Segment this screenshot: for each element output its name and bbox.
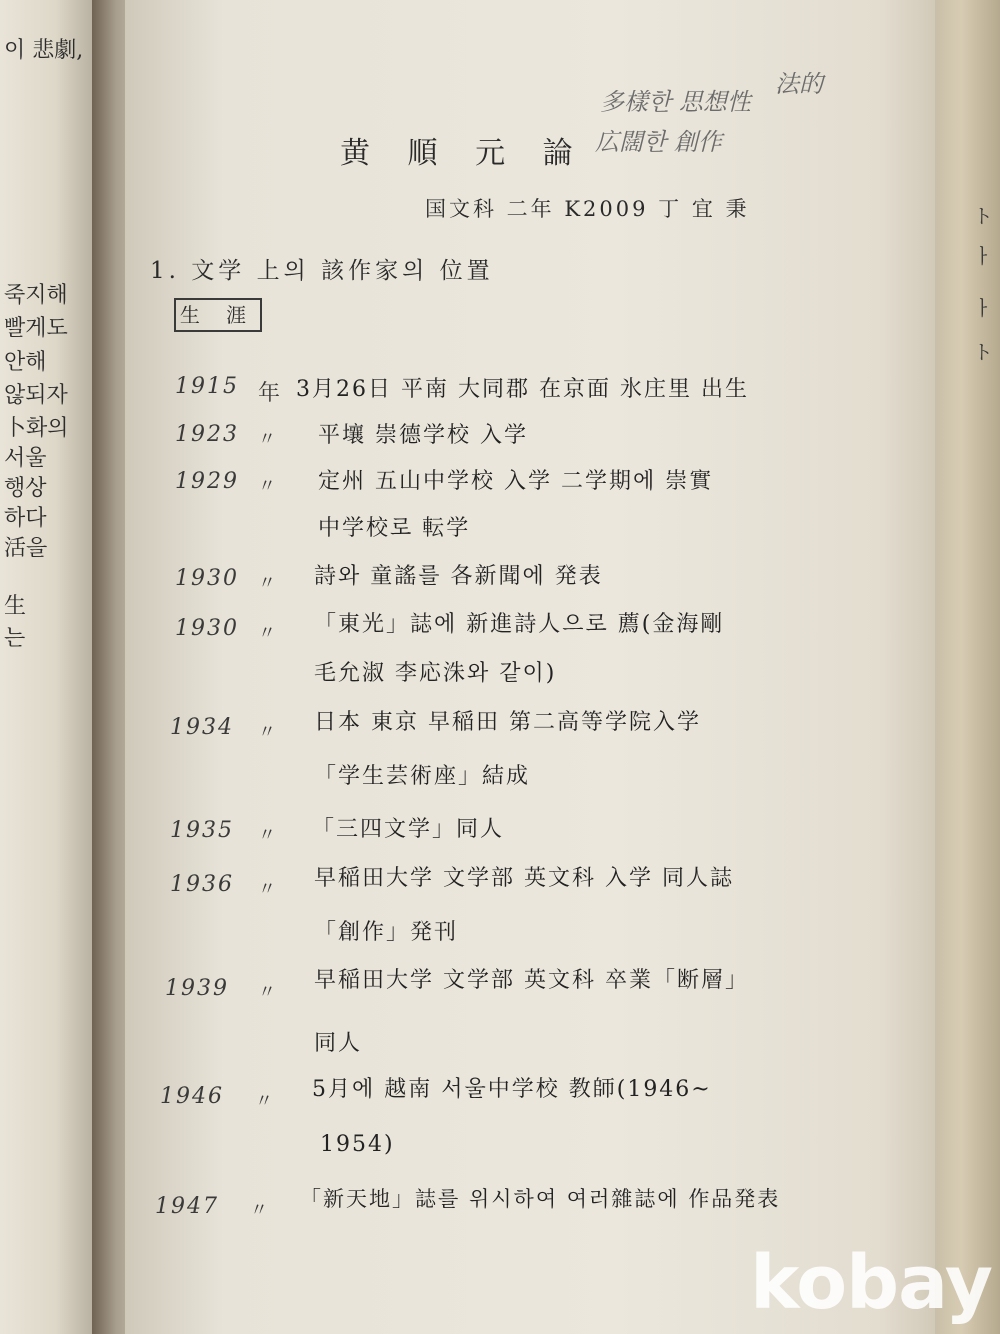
timeline-ditto-mark: 〃 — [258, 825, 276, 846]
timeline-ditto-mark: 〃 — [258, 982, 276, 1003]
pencil-note: 広闊한 創作 — [595, 128, 722, 156]
timeline-entry: 「新天地」誌를 위시하여 여러雜誌에 作品発表 — [300, 1187, 781, 1211]
timeline-ditto-mark: 〃 — [258, 879, 276, 900]
timeline-ditto-mark: 〃 — [258, 623, 276, 644]
right-edge-text: ㅏ — [973, 244, 993, 268]
timeline-entry: 「東光」誌에 新進詩人으로 薦(金海剛 — [314, 612, 725, 637]
left-page-text: 는 — [4, 626, 26, 651]
timeline-year: 1930 — [175, 566, 239, 591]
timeline-year: 1915 — [175, 374, 239, 399]
left-page-text: 生 — [4, 594, 27, 619]
timeline-entry: 「三四文学」同人 — [312, 817, 505, 842]
left-page-text: 않되자 — [4, 383, 68, 408]
right-page-edge — [935, 0, 1000, 1334]
left-page-text: 이 悲劇, — [4, 38, 84, 63]
left-page-text: 하다 — [4, 506, 47, 531]
left-page-text: 서울 — [4, 446, 47, 471]
document-title: 黄 順 元 論 — [340, 136, 587, 171]
timeline-ditto-mark: 〃 — [255, 1091, 273, 1112]
pencil-note: 多樣한 思想性 — [600, 88, 751, 116]
timeline-entry: 3月26日 平南 大同郡 在京面 氷庄里 出生 — [296, 377, 749, 402]
timeline-year: 1946 — [160, 1084, 224, 1109]
author-line: 国文科 二年 K2009 丁 宜 秉 — [425, 197, 750, 221]
left-page-text: 빨게도 — [4, 316, 68, 341]
timeline-year: 1923 — [175, 422, 239, 447]
left-page-text: 행상 — [4, 476, 47, 501]
right-edge-text: ト — [973, 340, 993, 364]
biography-label: 生 涯 — [174, 298, 262, 332]
timeline-entry: 「学生芸術座」結成 — [314, 764, 531, 789]
watermark-logo: kobay — [750, 1240, 992, 1326]
timeline-year: 1929 — [175, 469, 239, 494]
timeline-ditto-mark: 〃 — [258, 722, 276, 743]
timeline-ditto-mark: 〃 — [258, 476, 276, 497]
left-page-text: 죽지해 — [4, 283, 68, 308]
timeline-year: 1935 — [170, 818, 234, 843]
timeline-ditto-mark: 〃 — [258, 429, 276, 450]
timeline-entry: 「創作」発刊 — [314, 920, 459, 945]
timeline-entry: 5月에 越南 서울中学校 教師(1946~ — [312, 1077, 712, 1102]
timeline-year: 1930 — [175, 616, 239, 641]
timeline-ditto-mark: 〃 — [250, 1200, 268, 1221]
timeline-entry: 定州 五山中学校 入学 二学期에 崇實 — [318, 469, 714, 494]
timeline-entry: 同人 — [314, 1031, 363, 1056]
left-page-text: 卜화의 — [4, 416, 69, 441]
timeline-year: 1947 — [155, 1194, 219, 1219]
left-page-text: 活을 — [4, 536, 48, 561]
pencil-note: 法的 — [775, 70, 823, 98]
timeline-entry: 早稲田大学 文学部 英文科 入学 同人誌 — [314, 866, 734, 891]
right-edge-text: ㅏ — [973, 296, 993, 320]
timeline-entry: 平壤 崇德学校 入学 — [318, 423, 528, 448]
left-page — [0, 0, 92, 1334]
timeline-entry: 1954) — [320, 1132, 395, 1157]
timeline-entry: 中学校로 転学 — [318, 516, 471, 541]
left-page-text: 안해 — [4, 350, 47, 375]
timeline-year-mark: 年 — [258, 381, 281, 406]
timeline-entry: 早稲田大学 文学部 英文科 卒業「断層」 — [314, 968, 749, 993]
timeline-year: 1939 — [165, 976, 229, 1001]
section-heading: 1. 文学 上의 該作家의 位置 — [150, 258, 494, 284]
timeline-entry: 詩와 童謠를 各新聞에 発表 — [314, 564, 603, 589]
timeline-entry: 毛允淑 李応洙와 같이) — [314, 661, 557, 686]
timeline-year: 1936 — [170, 872, 234, 897]
timeline-ditto-mark: 〃 — [258, 573, 276, 594]
right-edge-text: ト — [973, 204, 993, 228]
timeline-entry: 日本 東京 早稲田 第二高等学院入学 — [314, 710, 701, 735]
timeline-year: 1934 — [170, 715, 234, 740]
